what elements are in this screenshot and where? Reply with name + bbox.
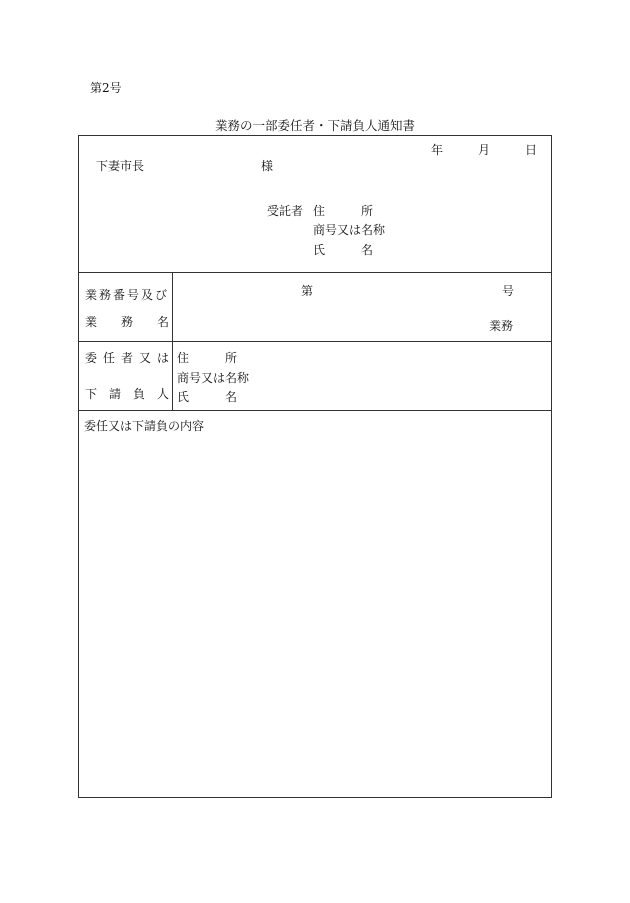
date-year: 年: [431, 143, 444, 157]
form-table: [78, 135, 552, 798]
date-day: 日: [525, 143, 538, 157]
content-label: 委任又は下請負の内容: [84, 419, 205, 433]
business-label-line1: 業務番号及び: [85, 288, 170, 302]
business-number-suffix: 号: [502, 284, 515, 298]
business-number-prefix: 第: [301, 284, 314, 298]
consignor-address-label: 住 所: [313, 204, 374, 218]
honorific: 様: [261, 159, 274, 173]
addressee: 下妻市長: [96, 159, 145, 173]
document-title: 業務の一部委任者・下請負人通知書: [214, 118, 415, 133]
subcontractor-company-label: 商号又は名称: [177, 371, 250, 385]
column-divider: [172, 272, 173, 410]
business-label-line2: 業 務 名: [85, 315, 170, 329]
subcontractor-label-line2: 下 請 負 人: [85, 387, 170, 401]
form-number: 第2号: [90, 81, 122, 95]
consignor-label: 受託者: [267, 204, 304, 218]
business-suffix: 業務: [489, 319, 514, 333]
subcontractor-address-label: 住 所: [177, 351, 238, 365]
consignor-company-label: 商号又は名称: [313, 223, 386, 237]
consignor-name-label: 氏 名: [313, 243, 374, 257]
row-divider-2: [79, 341, 551, 342]
subcontractor-label-line1: 委任者又は: [85, 351, 176, 365]
date-month: 月: [478, 143, 491, 157]
row-divider-3: [79, 410, 551, 411]
row-divider-1: [79, 272, 551, 273]
subcontractor-name-label: 氏 名: [177, 390, 238, 404]
